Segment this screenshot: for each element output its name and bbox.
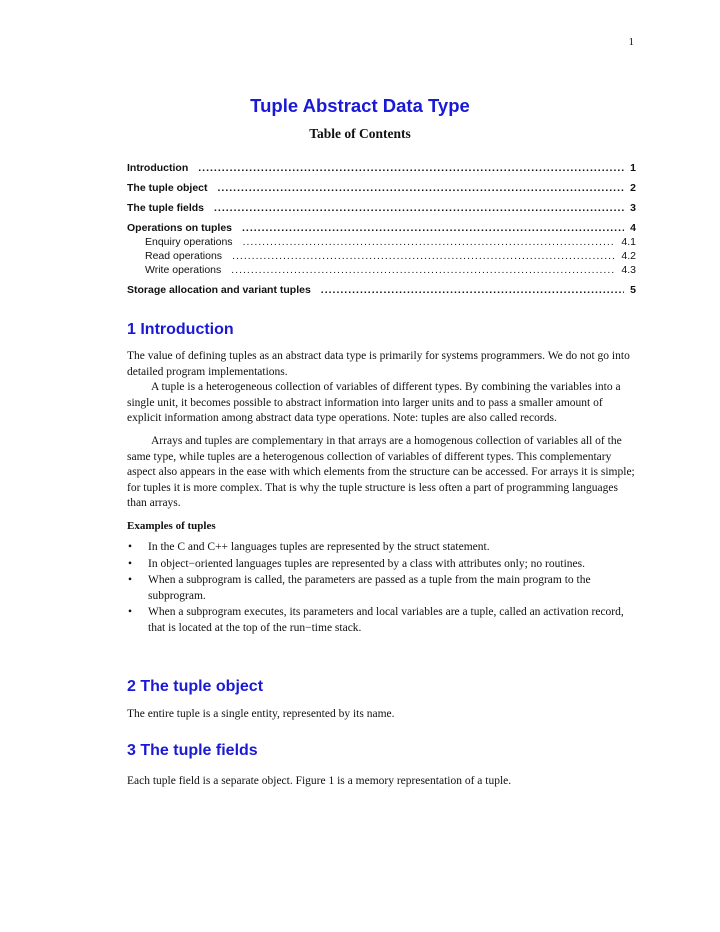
list-item-text: In object−oriented languages tuples are represented by a class with attributes only; no routines. (148, 557, 585, 570)
section-heading-tuple-fields: 3 The tuple fields (127, 742, 258, 759)
toc-entry-label: The tuple object (127, 182, 208, 194)
toc-entry-operations[interactable] (127, 222, 636, 236)
toc-entry-page: 2 (630, 182, 636, 194)
list-item (127, 557, 639, 573)
bullet-icon: • (128, 541, 133, 553)
tuple-fields-paragraph: Each tuple field is a separate object. Figure 1 is a memory representation of a tuple. (127, 775, 512, 787)
toc-entry-page: 4.1 (621, 236, 636, 248)
section-heading-introduction: 1 Introduction (127, 321, 234, 338)
toc-entry-storage-allocation[interactable] (127, 284, 636, 304)
paragraph-text: A tuple is a heterogeneous collection of variables of different types. By combining the variables into a single unit, it becomes possible to abstract information into larger units and to pass a smaller amount of explicit information among abstract data type operations. Note: tuples are also called records. (127, 381, 621, 424)
list-item (127, 540, 639, 556)
toc-entry-tuple-fields[interactable] (127, 202, 636, 222)
bullet-icon: • (128, 557, 133, 570)
intro-paragraph-1 (127, 349, 639, 380)
toc-heading: Table of Contents (309, 126, 411, 141)
paragraph-text: The value of defining tuples as an abstract data type is primarily for systems programmers. We do not go into detailed program implementations. (127, 350, 630, 378)
list-item (127, 605, 639, 636)
examples-heading: Examples of tuples (127, 520, 216, 532)
bullet-icon: • (128, 606, 133, 618)
toc-entry-label: The tuple fields (127, 202, 205, 214)
toc-entry-page: 4 (630, 222, 636, 234)
toc-entry-page: 5 (630, 284, 636, 296)
toc-entry-label: Storage allocation and variant tuples (127, 284, 311, 296)
toc-entry-page: 4.2 (621, 250, 636, 262)
toc-entry-introduction[interactable] (127, 162, 636, 182)
toc-leader-dots (321, 284, 624, 296)
intro-paragraph-3 (127, 434, 639, 512)
toc-leader-dots (218, 182, 625, 194)
toc-leader-dots (232, 250, 615, 262)
toc-leader-dots (243, 236, 616, 248)
examples-list (127, 540, 639, 637)
table-of-contents (127, 162, 636, 304)
toc-entry-label: Introduction (127, 162, 189, 174)
toc-entry-label: Enquiry operations (145, 236, 233, 248)
paragraph-text: Arrays and tuples are complementary in that arrays are a homogenous collection of variables all of the same type, while tuples are a heterogenous collection of variables of different types. This complementary aspect also appears in the ease with which elements from the structure can be accessed. For arrays it is simple; for tuples it is more complex. That is why the tuple structure is less often a part of programming languages than arrays. (127, 435, 635, 509)
list-item-text: When a subprogram executes, its parameters and local variables are a tuple, called an activation record, that is located at the top of the run−time stack. (148, 606, 624, 634)
toc-entry-read-operations[interactable] (127, 250, 636, 264)
section-heading-tuple-object: 2 The tuple object (127, 678, 264, 695)
list-item-text: In the C and C++ languages tuples are represented by the struct statement. (148, 541, 490, 553)
toc-entry-page: 3 (630, 202, 636, 214)
toc-entry-label: Read operations (145, 250, 223, 262)
toc-entry-write-operations[interactable] (127, 264, 636, 284)
list-item (127, 573, 639, 604)
toc-entry-label: Write operations (145, 264, 222, 276)
toc-entry-page: 1 (630, 162, 636, 174)
toc-leader-dots (242, 222, 624, 234)
tuple-object-paragraph: The entire tuple is a single entity, represented by its name. (127, 708, 395, 720)
list-item-text: When a subprogram is called, the parameters are passed as a tuple from the main program to the subprogram. (148, 574, 591, 602)
toc-leader-dots (198, 162, 624, 174)
toc-entry-page: 4.3 (621, 264, 636, 276)
toc-entry-label: Operations on tuples (127, 222, 233, 234)
page-number: 1 (628, 36, 634, 48)
toc-entry-tuple-object[interactable] (127, 182, 636, 202)
toc-leader-dots (231, 264, 615, 276)
toc-entry-enquiry-operations[interactable] (127, 236, 636, 250)
toc-leader-dots (214, 202, 624, 214)
intro-paragraph-2 (127, 380, 639, 427)
bullet-icon: • (128, 574, 133, 586)
document-title: Tuple Abstract Data Type (250, 95, 470, 116)
